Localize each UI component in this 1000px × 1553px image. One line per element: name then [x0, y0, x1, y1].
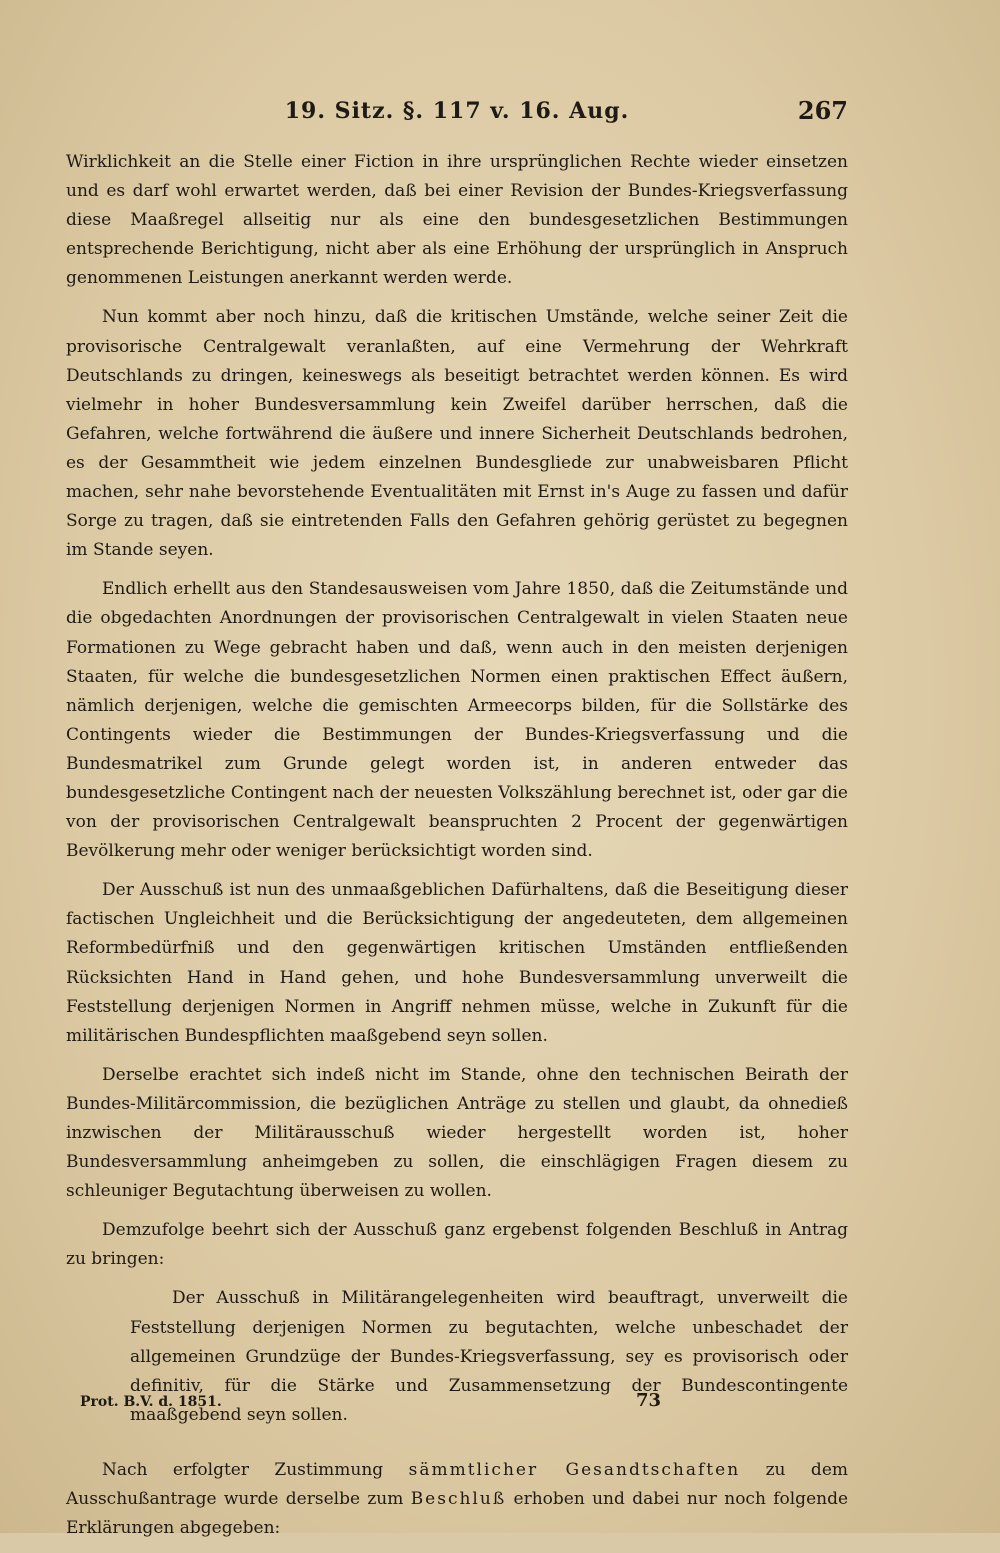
closing-before: Nach erfolgter Zustimmung: [102, 1459, 384, 1480]
closing-spaced: sämmtlicher Gesandtschaften: [408, 1459, 741, 1480]
sheet-number: 73: [636, 1390, 662, 1411]
paragraph-1: Wirklichkeit an die Stelle einer Fiction in ihre ursprünglichen Rechte wieder einsetzen und es darf wohl erwartet werden, daß bei einer Revision der Bundes-Kriegsverfassung diese Maaßregel allseitig nur als eine den bundesgesetzlichen Bestimmungen entsprechende Berichtigung, nicht aber als eine Erhöhung der ursprünglich in Anspruch genommenen Leistungen anerkannt werden werde.: [66, 152, 848, 289]
body-text: [66, 148, 848, 1553]
paragraph-6: Demzufolge beehrt sich der Ausschuß ganz ergebenst folgenden Beschluß in Antrag zu bringen:: [66, 1220, 848, 1270]
paragraph-2: Nun kommt aber noch hinzu, daß die kritischen Umstände, welche seiner Zeit die provisorische Centralgewalt veranlaßten, auf eine Vermehrung der Wehrkraft Deutschlands zu dringen, keineswegs als beseitigt betrachtet werden können. Es wird vielmehr in hoher Bundesversammlung kein Zweifel darüber herrschen, daß die Gefahren, welche fortwährend die äußere und innere Sicherheit Deutschlands bedrohen, es der Gesammtheit wie jedem einzelnen Bundesgliede zur unabweisbaren Pflicht machen, sehr nahe bevorstehende Eventualitäten mit Ernst in's Auge zu fassen und dafür Sorge zu tragen, daß sie eintretenden Falls den Gefahren gehörig gerüstet zu begegnen im Stande seyen.: [66, 307, 848, 561]
paragraph-4: Der Ausschuß ist nun des unmaaßgeblichen Dafürhaltens, daß die Beseitigung dieser factischen Ungleichheit und die Berücksichtigung der angedeuteten, dem allgemeinen Reformbedürfniß und den gegenwärtigen kritischen Umständen entfließenden Rücksichten Hand in Hand gehen, und hohe Bundesversammlung unverweilt die Feststellung derjenigen Normen in Angriff nehmen müsse, welche in Zukunft für die militärischen Bundespflichten maaßgebend seyn sollen.: [66, 880, 848, 1046]
closing-middle: zu dem Ausschußantrage wurde derselbe zum: [66, 1459, 848, 1510]
running-head: 19. Sitz. §. 117 v. 16. Aug.: [284, 98, 630, 124]
page-number: 267: [797, 96, 848, 125]
footer-signature: Prot. B.V. d. 1851.: [80, 1394, 222, 1410]
closing-paragraph: [66, 1456, 848, 1543]
page-footer: [80, 1390, 840, 1420]
resolution-quote: Der Ausschuß in Militärangelegenheiten wird beauftragt, unverweilt die Feststellung derjenigen Normen zu begutachten, welche unbeschadet der allgemeinen Grundzüge der Bundes-Kriegsverfassung, sey es provisorisch oder definitiv, für die Stärke und Zusammensetzung der Bundescontingente maaßgebend seyn sollen.: [130, 1288, 848, 1425]
paragraph-3: Endlich erhellt aus den Standesausweisen vom Jahre 1850, daß die Zeitumstände und die obgedachten Anordnungen der provisorischen Centralgewalt in vielen Staaten neue Formationen zu Wege gebracht haben und daß, wenn auch in den meisten derjenigen Staaten, für welche die bundesgesetzlichen Normen einen praktischen Effect äußern, nämlich derjenigen, welche die gemischten Armeecorps bilden, für die Sollstärke des Contingents wieder die Bestimmungen der Bundes-Kriegsverfassung und die Bundesmatrikel zum Grunde gelegt worden ist, in anderen entweder das bundesgesetzliche Contingent nach der neuesten Volkszählung berechnet ist, oder gar die von der provisorischen Centralgewalt beanspruchten 2 Procent der gegenwärtigen Bevölkerung mehr oder weniger berücksichtigt worden sind.: [66, 579, 848, 862]
page-header: [66, 98, 848, 134]
closing-after: erhoben und dabei nur noch folgende Erklärungen abgegeben:: [66, 1489, 849, 1539]
paragraph-5: Derselbe erachtet sich indeß nicht im Stande, ohne den technischen Beirath der Bundes-Militärcommission, die bezüglichen Anträge zu stellen und glaubt, da ohnedieß inzwischen der Militärausschuß wieder hergestellt worden ist, hoher Bundesversammlung anheimgeben zu sollen, die einschlägigen Fragen diesem zu schleuniger Begutachtung überweisen zu wollen.: [66, 1064, 848, 1202]
closing-spaced-2: Beschluß: [410, 1489, 507, 1510]
